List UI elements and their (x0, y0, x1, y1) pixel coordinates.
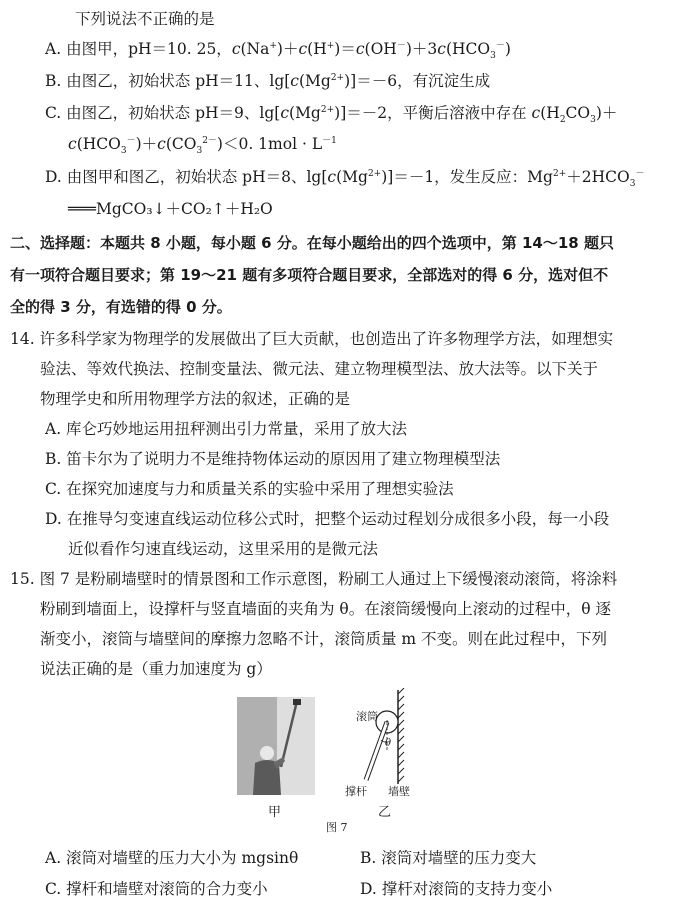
q15-stem-line4: 说法正确的是（重力加速度为 g） (40, 660, 272, 678)
q15-stem-line2: 粉刷到墙面上，设撑杆与竖直墙面的夹角为 θ。在滚筒缓慢向上滚动的过程中，θ 逐 (40, 600, 612, 618)
roller-label: 滚筒 (356, 710, 378, 723)
q14-option-b: B. 笛卡尔为了说明力不是维持物体运动的原因用了建立物理模型法 (45, 450, 501, 468)
q15-option-b: B. 滚筒对墙壁的压力变大 (360, 849, 537, 867)
q14-stem-line1: 14. 许多科学家为物理学的发展做出了巨大贡献，也创造出了许多物理学方法，如理想实 (10, 330, 614, 348)
prev-option-d-line2: ═══MgCO₃↓＋CO₂↑＋H₂O (68, 200, 273, 218)
q14-stem-line2: 验法、等效代换法、控制变量法、微元法、建立物理模型法、放大法等。以下关于 (40, 360, 599, 378)
figure-caption: 图 7 (326, 821, 348, 834)
section2-line2: 有一项符合题目要求；第 19～21 题有多项符合题目要求，全部选对的得 6 分，选对但不 (10, 266, 609, 284)
figure-label-b: 乙 (378, 805, 392, 820)
q15-stem-line3: 渐变小，滚筒与墙壁间的摩擦力忽略不计，滚筒质量 m 不变。则在此过程中，下列 (40, 630, 608, 648)
q14-option-d-line2: 近似看作匀速直线运动，这里采用的是微元法 (68, 540, 379, 558)
prev-option-a: A. 由图甲，pH＝10. 25，$c(Na^+)+c(H^+)=c(OH^-)+3c(HCO_3^-)$ (45, 40, 511, 62)
prev-option-c-line1: C. 由图乙，初始状态 pH＝9、$\lg[c(Mg^{2+})]=-2$，平衡后溶液中存在 $c(H_2CO_3)+$ (45, 104, 618, 126)
figure-label-a: 甲 (268, 805, 282, 820)
pole-label: 撑杆 (345, 785, 367, 798)
prev-option-b: B. 由图乙，初始状态 pH＝11、$\lg[c(Mg^{2+})]=-6$，有沉淀生成 (45, 72, 491, 90)
q14-stem-line3: 物理学史和所用物理学方法的叙述，正确的是 (40, 390, 351, 408)
wall-label: 墙壁 (388, 785, 410, 798)
prev-option-d-line1: D. 由图甲和图乙，初始状态 pH＝8、$\lg[c(Mg^{2+})]=-1$，发生反应：$Mg^{2+}+2HCO_3^-$ (45, 168, 645, 190)
q15-stem-line1: 15. 图 7 是粉刷墙壁时的情景图和工作示意图，粉刷工人通过上下缓慢滚动滚筒，将涂料 (10, 570, 618, 588)
theta-label: θ (385, 738, 392, 749)
q15-option-a: A. 滚筒对墙壁的压力大小为 mgsinθ (45, 849, 299, 867)
prev-lead: 下列说法不正确的是 (75, 10, 215, 28)
prev-option-c-line2: $c(HCO_3^-)+c(CO_3^{2-})<0$. $1mol \cdot L^{-1}$ (68, 135, 337, 157)
section2-line3: 全的得 3 分，有选错的得 0 分。 (10, 298, 232, 316)
q14-option-a: A. 库仑巧妙地运用扭秤测出引力常量，采用了放大法 (45, 420, 408, 438)
q14-option-d-line1: D. 在推导匀变速直线运动位移公式时，把整个运动过程划分成很多小段，每一小段 (45, 510, 610, 528)
section2-line1: 二、选择题：本题共 8 小题，每小题 6 分。在每小题给出的四个选项中，第 14～18 题只 (10, 234, 614, 252)
q15-option-d: D. 撑杆对滚筒的支持力变小 (360, 880, 553, 898)
painter-photo (237, 697, 315, 795)
q15-option-c: C. 撑杆和墙壁对滚筒的合力变小 (45, 880, 268, 898)
q14-option-c: C. 在探究加速度与力和质量关系的实验中采用了理想实验法 (45, 480, 454, 498)
